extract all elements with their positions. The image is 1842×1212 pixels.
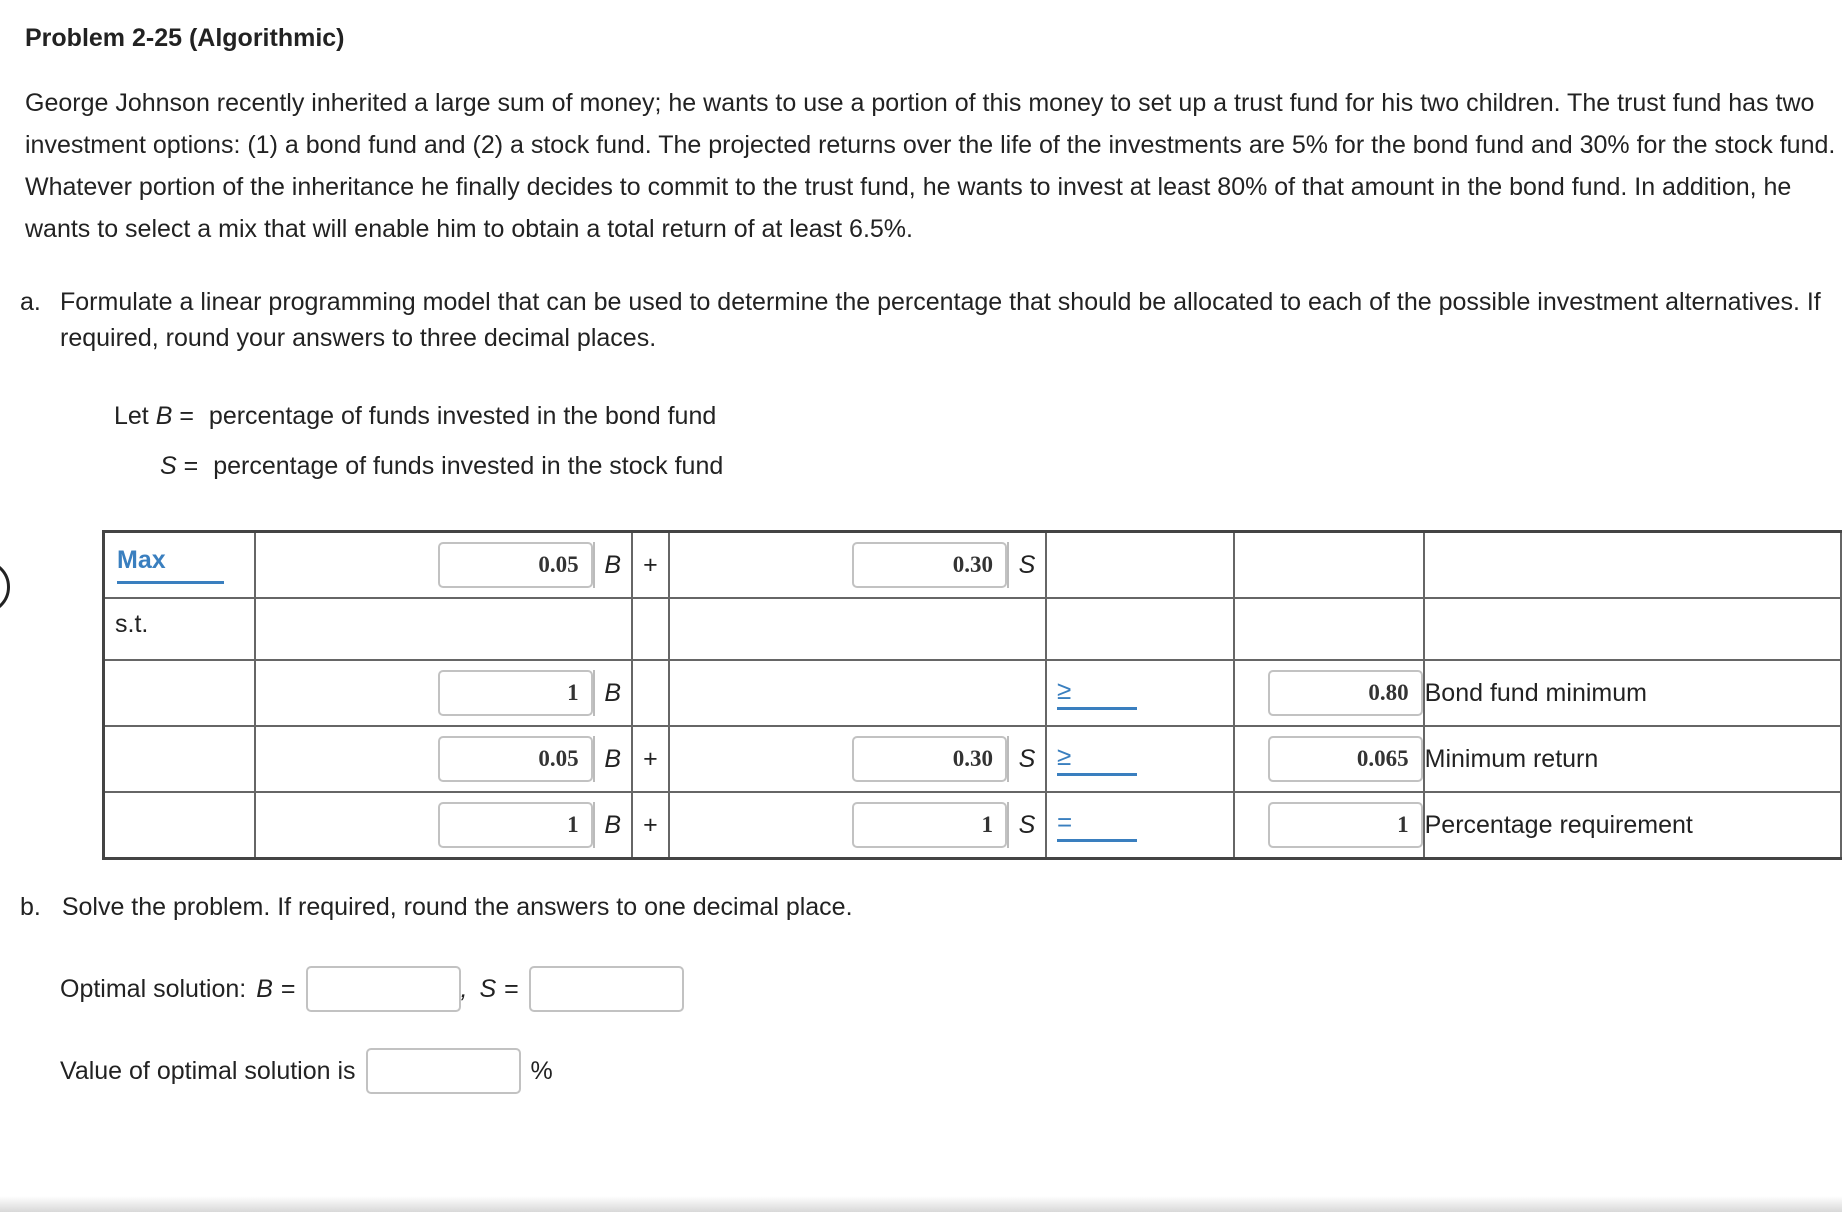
- part-a-label: a.: [20, 288, 41, 316]
- bottom-shadow-bar: [0, 1196, 1842, 1212]
- optimal-value-label: Value of optimal solution is: [60, 1056, 356, 1085]
- problem-title: Problem 2-25 (Algorithmic): [25, 24, 345, 52]
- def-s-var: S: [160, 452, 177, 480]
- c3-rhs-input[interactable]: 1: [1268, 802, 1423, 848]
- c3-b-coef-input[interactable]: 1: [438, 802, 593, 848]
- def-b-eq: =: [179, 402, 194, 430]
- obj-b-var: B: [593, 542, 631, 588]
- part-a-text: Formulate a linear programming model that can be used to determine the percentage that should be allocated to each of the possible investment alternatives. If required, round your answers to three decimal places.: [60, 288, 1821, 352]
- c1-plus: [632, 660, 670, 726]
- c1-b-var: B: [593, 670, 631, 716]
- c2-b-coef-input[interactable]: 0.05: [438, 736, 593, 782]
- problem-intro: George Johnson recently inherited a large sum of money; he wants to use a portion of this money to set up a trust fund for his two children. The trust fund has two investment options: (1) a bond fund and (2) a stock fund. The projected returns over the life of the investments are 5% for the bond fund and 30% for the stock fund. Whatever portion of the inheritance he finally decides to commit to the trust fund, he wants to invest at least 80% of that amount in the bond fund. In addition, he wants to select a mix that will enable him to obtain a total return of at least 6.5%.: [25, 89, 1836, 243]
- c3-s-coef-input[interactable]: 1: [852, 802, 1007, 848]
- optimal-value-input[interactable]: [366, 1048, 521, 1094]
- part-a-question: [20, 284, 1830, 356]
- c2-plus: +: [632, 726, 670, 792]
- opt-s-eq: =: [504, 974, 519, 1003]
- def-s-text: percentage of funds invested in the stock fund: [213, 452, 724, 480]
- optimal-solution-row: [60, 966, 684, 1012]
- opt-s-var: S: [479, 974, 497, 1003]
- c2-s-var: S: [1007, 736, 1045, 782]
- obj-s-var: S: [1007, 542, 1045, 588]
- objective-row: [104, 532, 1842, 599]
- definition-b: [114, 402, 716, 431]
- c1-relation-select[interactable]: ≥: [1057, 677, 1137, 710]
- obj-s-coef-input[interactable]: 0.30: [852, 542, 1007, 588]
- c1-rhs-input[interactable]: 0.80: [1268, 670, 1423, 716]
- c1-description: Bond fund minimum: [1424, 660, 1841, 726]
- let-label: Let: [114, 402, 149, 430]
- part-b-text: Solve the problem. If required, round the answers to one decimal place.: [61, 893, 853, 921]
- opt-b-var: B: [256, 974, 273, 1003]
- scroll-indicator: [0, 560, 10, 614]
- c1-b-coef-input[interactable]: 1: [438, 670, 593, 716]
- constraint-row-2: [104, 726, 1842, 792]
- obj-b-coef-input[interactable]: 0.05: [438, 542, 593, 588]
- st-row: [104, 598, 1842, 660]
- optimal-b-input[interactable]: [306, 966, 461, 1012]
- c3-relation-select[interactable]: =: [1057, 809, 1137, 842]
- optimal-s-input[interactable]: [529, 966, 684, 1012]
- c2-relation-select[interactable]: ≥: [1057, 743, 1137, 776]
- st-label: s.t.: [115, 610, 149, 638]
- obj-plus: +: [632, 532, 670, 599]
- opt-comma: ,: [460, 974, 468, 1003]
- opt-b-eq: =: [280, 974, 296, 1003]
- c3-s-var: S: [1007, 802, 1045, 848]
- definition-s: [160, 452, 723, 481]
- constraint-row-1: [104, 660, 1842, 726]
- c2-description: Minimum return: [1424, 726, 1841, 792]
- c2-s-coef-input[interactable]: 0.30: [852, 736, 1007, 782]
- def-b-text: percentage of funds invested in the bond fund: [208, 402, 717, 430]
- lp-model-table: [102, 530, 1842, 860]
- c2-b-var: B: [593, 736, 631, 782]
- objective-sense-select[interactable]: Max: [117, 546, 224, 584]
- constraint-row-3: [104, 792, 1842, 859]
- c3-plus: +: [632, 792, 670, 859]
- c2-rhs-input[interactable]: 0.065: [1268, 736, 1423, 782]
- percent-unit: %: [530, 1056, 553, 1085]
- part-b-question: [20, 893, 853, 922]
- optimal-value-row: [60, 1048, 553, 1094]
- def-s-eq: =: [183, 452, 199, 480]
- c3-description: Percentage requirement: [1424, 792, 1841, 859]
- c3-b-var: B: [593, 802, 631, 848]
- optimal-label: Optimal solution:: [60, 974, 247, 1003]
- part-b-label: b.: [20, 893, 41, 921]
- def-b-var: B: [155, 402, 173, 430]
